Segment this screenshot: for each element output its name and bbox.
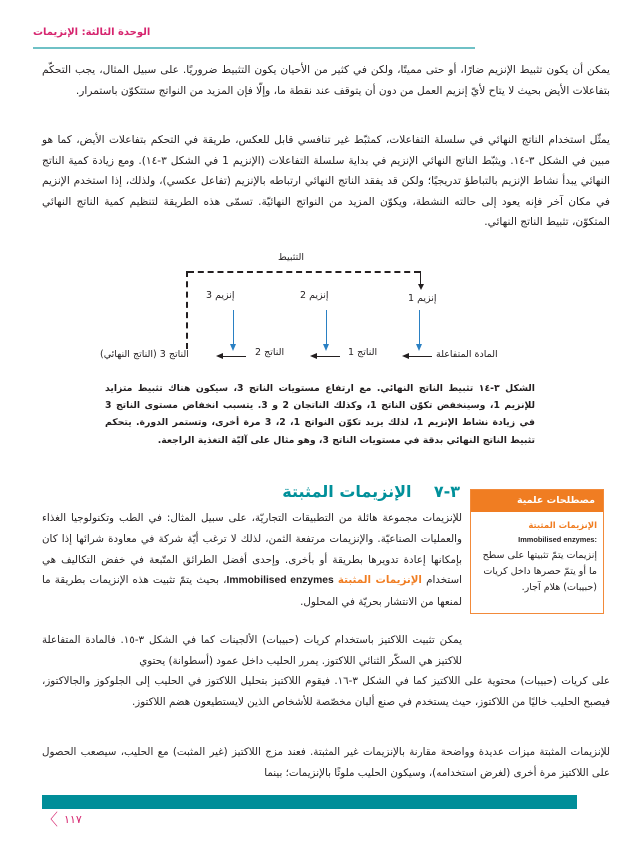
unit-title: الوحدة الثالثة: الإنزيمات [33, 27, 151, 38]
section-number: ٣-٧ [433, 482, 460, 501]
feedback-line-down [420, 271, 421, 285]
unit-header [33, 27, 475, 49]
reaction-arrow-2-head-icon [310, 353, 317, 359]
glossary-term-arabic: الإنزيمات المثبتة [528, 521, 597, 531]
english-term: Immobilised enzymes [226, 575, 334, 587]
section-heading [282, 482, 460, 501]
glossary-term-english: Immobilised enzymes: [518, 535, 597, 544]
product-3-final-label: الناتج 3 (الناتج النهائي) [100, 349, 189, 360]
enzyme-2-arrow [326, 310, 327, 346]
figure-caption: الشكل ٣-١٤ تثبيط الناتج النهائي. مع ارتفاع مستويات الناتج 3، سيكون هناك تثبيط متزايد للإنزيم 1، وسينخفض تكوّن الناتج 1، وكذلك الناتجان 2 و 3. يتسبب انخفاض مستوى الناتج 3 في زيادة نشاط الإنزيم 1، لذلك يزيد تكوّن النواتج 1، 2، 3 مرة أخرى، وتستمر الدورة. يتحكم تثبيط الناتج النهائي بدقة في مستويات الناتج 3، وهو مثال على آليّة التغذية الراجعة. [105, 383, 535, 446]
enzyme-1-label: إنزيم 1 [408, 293, 437, 304]
glossary-box [470, 489, 604, 614]
inhibition-label: التثبيط [278, 252, 305, 263]
paragraph-lactase-part1: يمكن تثبيت اللاكتيز باستخدام كريات (حبيبات) الألجينات كما في الشكل ٣-١٥. فالمادة المتفاعلة للاكتيز هي السكّر الثنائي اللاكتوز. يمرر الحليب داخل عمود (أسطوانة) يحتوي [42, 634, 462, 667]
enzyme-1-arrow [419, 310, 420, 346]
paragraph-inhibition-necessity: يمكن أن يكون تثبيط الإنزيم ضارًا، أو حتى مميتًا، ولكن في كثير من الأحيان يكون التثبيط ضروريًا. على سبيل المثال، يجب التحكّم بتفاعلات الأيض بحيث لا يتاح لأيّ إنزيم العمل من دون أن يتوقف عند نقطة ما، وإلّا فإن المزيد من النواتج ستتكوّن باستمرار. [42, 64, 610, 97]
paragraph-immobilised-intro [42, 508, 462, 613]
paragraph-advantages: للإنزيمات المثبتة ميزات عديدة وواضحة مقارنة بالإنزيمات غير المثبتة. فعند مزج اللاكتيز (غير المثبت) مع الحليب، سيصعب الحصول على اللاكتيز مرة أخرى (لغرض استخدامه)، وسيكون الحليب ملوثًا بالإنزيمات؛ بينما [42, 746, 610, 779]
substrate-label: المادة المتفاعلة [436, 349, 498, 360]
paragraph-lactase-part2: على كريات (حبيبات) محتوية على اللاكتيز كما في الشكل ٣-١٦. فيقوم اللاكتيز بتحليل اللاكتوز في الحليب إلى الجلوكوز والجالاكتوز، فيصبح الحليب خاليًا من اللاكتوز، حيث يستخدم في صنع ألبان مخصّصة للأشخاص الذين لايستطيعون هضم اللاكتوز. [42, 675, 611, 708]
enzyme-1-arrow-head-icon [416, 344, 422, 351]
enzyme-2-label: إنزيم 2 [300, 290, 329, 301]
glossary-heading: مصطلحات علمية [471, 490, 603, 512]
end-product-inhibition-diagram [90, 248, 498, 373]
header-rule [33, 47, 475, 49]
glossary-definition: إنزيمات يتمّ تثبيتها على سطح ما أو يتمّ حصرها داخل كريات (حبيبات) هلام آجار. [482, 550, 597, 593]
chevron-left-icon: 〈 [42, 810, 59, 829]
enzyme-3-arrow-head-icon [230, 344, 236, 351]
reaction-arrow-3-head-icon [216, 353, 223, 359]
paragraph-end-product-inhibition: يمثّل استخدام الناتج النهائي في سلسلة التفاعلات، كمثبّط غير تنافسي قابل للعكس، طريقة في التحكم بتفاعلات الأيض، كما هو مبين في الشكل ٣-١٤. ويثبّط الناتج النهائي الإنزيم في بداية سلسلة التفاعلات (الإنزيم 1 في الشكل ٣-١٤). ومع زيادة كمية الناتج النهائي يبدأ نشاط الإنزيم بالتباطؤ تدريجيًا؛ ولكن قد يفقد الناتج النهائي ارتباطه بالإنزيم (تفاعل عكسي)، ولذلك، إذا استخدم الإنزيم في مكان آخر فإنه يعود إلى حالته النشطة، ويكوّن المزيد من النواتج النهائيّة. تسمّى هذه الطريقة لتنظيم كمية الناتج النهائي المتكوّن، تثبيط الناتج النهائي. [42, 134, 610, 228]
section-title: الإنزيمات المثبتة [282, 482, 412, 501]
p3-text-before: للإنزيمات مجموعة هائلة من التطبيقات التجاريّة، على سبيل المثال: في الطب وتكنولوجيا الغذاء والعمليات الصناعيّة. والإنزيمات مرتفعة الثمن، لذلك لا ترغب أيّة شركة في معاودة شرائها إذا كان بإمكانها إعادة تدويرها بطريقة أو بأخرى. وإحدى أفضل الطرائق المتّبعة في خفض التكاليف هي استخدام [42, 512, 462, 587]
product-2-label: الناتج 2 [255, 347, 285, 358]
enzyme-3-arrow [233, 310, 234, 346]
reaction-arrow-3 [220, 356, 246, 357]
enzyme-3-label: إنزيم 3 [206, 290, 235, 301]
page-number-area [42, 812, 82, 828]
feedback-dashed-line-left [186, 271, 188, 349]
highlighted-term: الإنزيمات المثبتة [337, 574, 422, 587]
reaction-arrow-1-head-icon [402, 353, 409, 359]
footer-bar [42, 795, 577, 809]
enzyme-2-arrow-head-icon [323, 344, 329, 351]
p3-text-after: ، بحيث يتمّ تثبيت هذه الإنزيمات بطريقة ما لمنعها من الانتشار بحريّة في المحلول. [42, 574, 462, 609]
feedback-dashed-line-top [188, 271, 420, 273]
feedback-arrow-head-icon [418, 284, 424, 290]
product-1-label: الناتج 1 [348, 347, 378, 358]
reaction-arrow-2 [314, 356, 340, 357]
page-number: ١١٧ [64, 813, 82, 826]
reaction-arrow-1 [406, 356, 432, 357]
